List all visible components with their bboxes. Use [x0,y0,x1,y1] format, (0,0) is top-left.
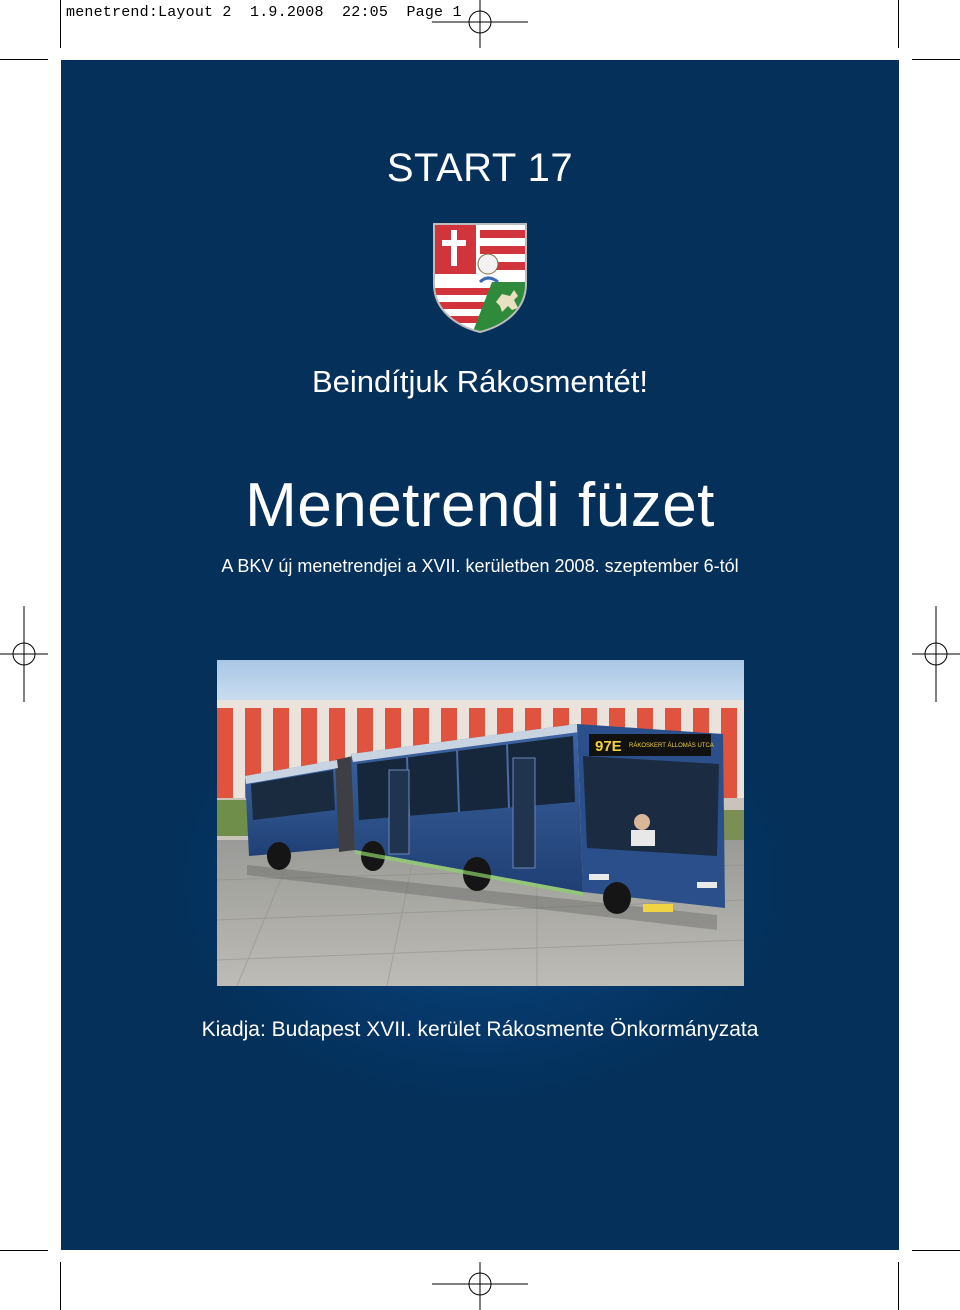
registration-mark-icon [912,606,960,702]
destination-text: RÁKOSKERT ÁLLOMÁS UTCA [629,743,714,749]
printer-slug: menetrend:Layout 2 1.9.2008 22:05 Page 1 [66,4,462,21]
destination-number: 97E [595,738,622,755]
slogan: Beindítjuk Rákosmentét! [311,364,648,399]
cover-heading: START 17 [386,146,574,190]
publisher-line: Kiadja: Budapest XVII. kerület Rákosmente Önkormányzata [201,1018,759,1041]
main-title: Menetrendi füzet [245,471,715,540]
crop-mark [912,59,960,60]
crop-mark [898,0,899,48]
bus-photo [217,660,744,986]
subtitle: A BKV új menetrendjei a XVII. kerületben 2008. szeptember 6-tól [221,556,739,576]
crop-mark [60,0,61,48]
registration-mark-icon [432,1262,528,1310]
crop-mark [912,1250,960,1251]
crop-mark [898,1262,899,1310]
registration-mark-icon [0,606,48,702]
coat-of-arms-icon [432,222,528,334]
crop-mark [0,59,48,60]
crop-mark [0,1250,48,1251]
crop-mark [60,1262,61,1310]
cover-page [61,60,899,1250]
registration-mark-icon [432,0,528,48]
